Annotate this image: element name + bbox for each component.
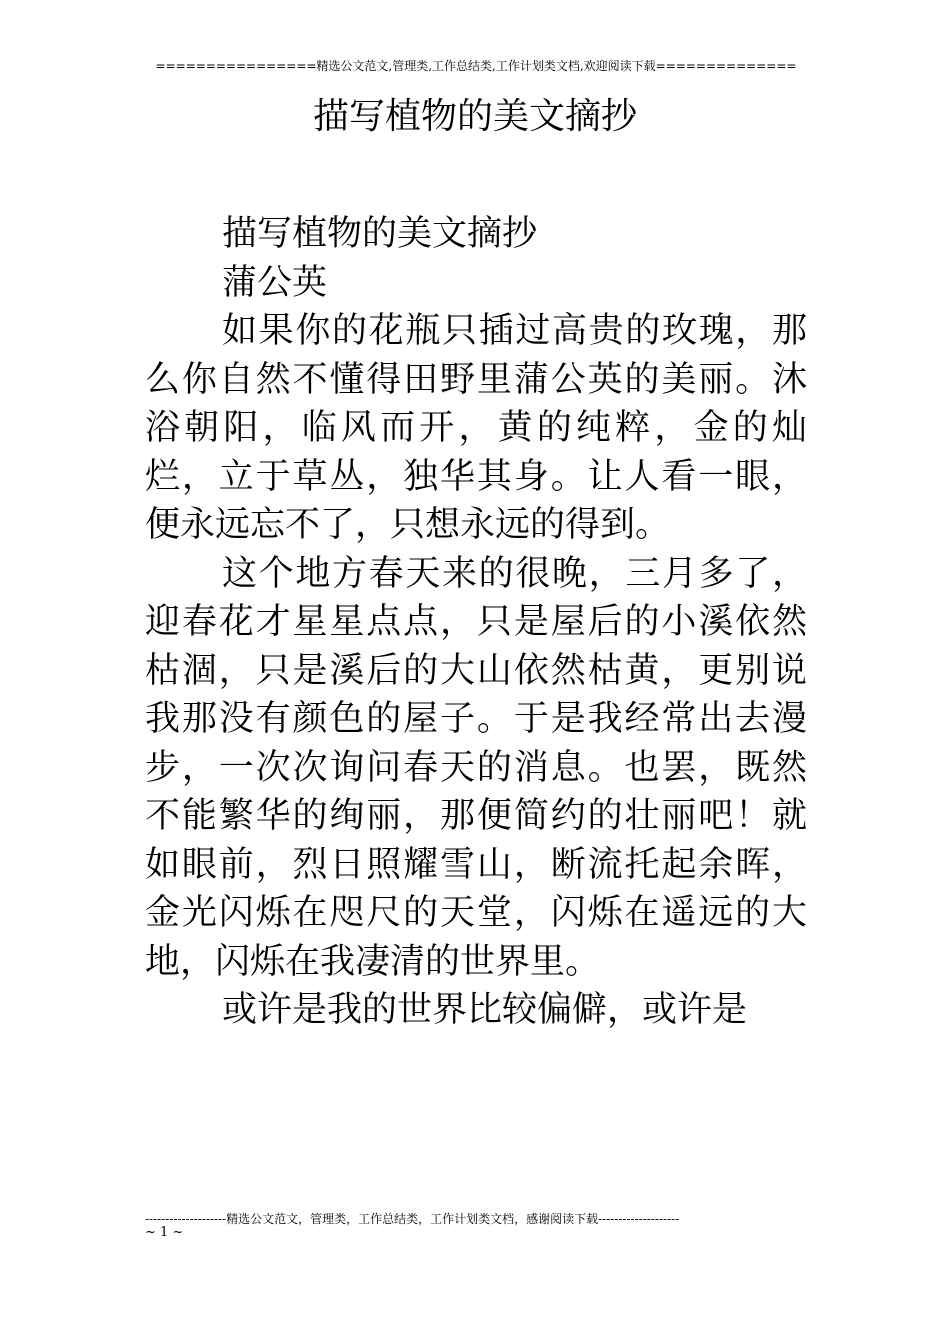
paragraph: 或许是我的世界比较偏僻，或许是 — [222, 990, 748, 1030]
footer-banner: --------------------精选公文范文，管理类，工作总结类，工作计划类文档，感谢阅读下载-------------------- — [145, 1212, 680, 1226]
paragraph-subtitle: 描写植物的美文摘抄 — [222, 214, 538, 254]
paragraph: 如果你的花瓶只插过高贵的玫瑰，那么你自然不懂得田野里蒲公英的美丽。沐浴朝阳，临风而开，黄的纯粹，金的灿烂，立于草丛，独华其身。让人看一眼，便永远忘不了，只想永远的得到。 — [145, 311, 807, 545]
document-body — [145, 210, 807, 1035]
page-number: ~ 1 ~ — [145, 1225, 184, 1240]
document-title: 描写植物的美文摘抄 — [312, 96, 637, 137]
header-banner: ================精选公文范文,管理类,工作总结类,工作计划类文档,欢迎阅读下载============== — [155, 59, 797, 73]
paragraph: 这个地方春天来的很晚，三月多了，迎春花才星星点点，只是屋后的小溪依然枯涸，只是溪后的大山依然枯黄，更别说我那没有颜色的屋子。于是我经常出去漫步，一次次询问春天的消息。也罢，既然不能繁华的绚丽，那便简约的壮丽吧！就如眼前，烈日照耀雪山，断流托起余晖，金光闪烁在咫尺的天堂，闪烁在遥远的大地，闪烁在我凄清的世界里。 — [145, 553, 807, 982]
paragraph-heading-dandelion: 蒲公英 — [222, 262, 328, 303]
